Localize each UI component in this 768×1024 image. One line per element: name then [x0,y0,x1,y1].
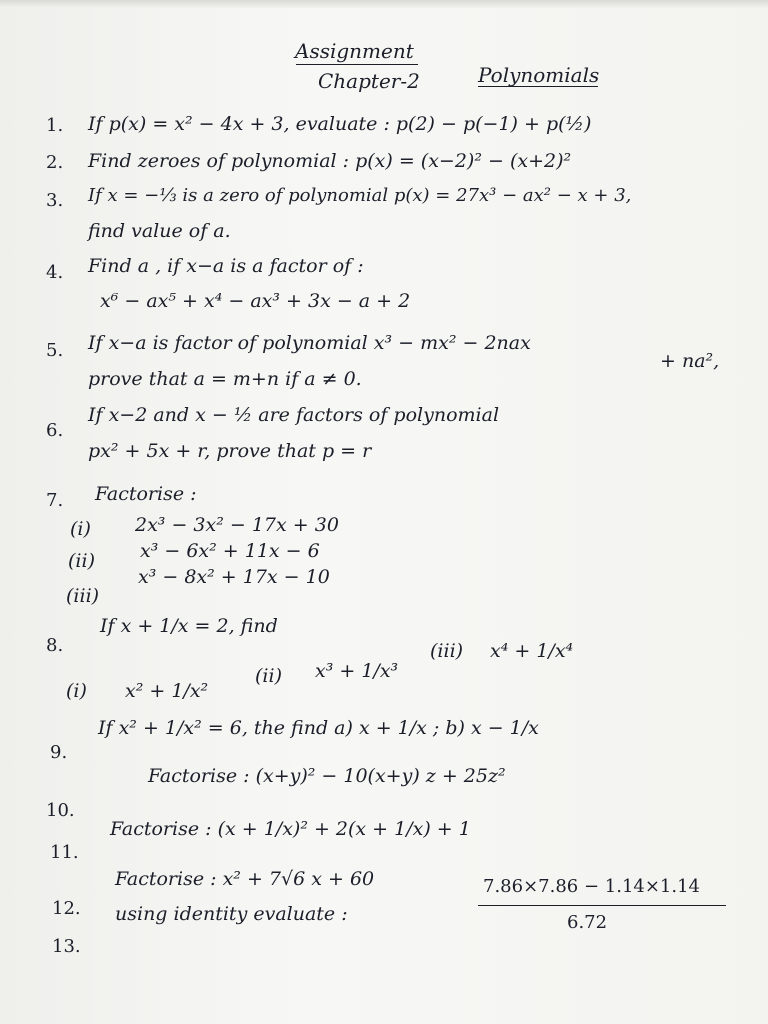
paper-top-edge [0,0,768,8]
question-7-part-i-text: 2x³ − 3x² − 17x + 30 [135,514,339,536]
question-1-text: If p(x) = x² − 4x + 3, evaluate : p(2) − p(−1) + p(½) [88,113,592,135]
question-6-continuation: px² + 5x + r, prove that p = r [88,440,372,462]
question-7-part-ii-label: (ii) [68,550,95,572]
question-7-number: 7. [46,490,64,511]
question-10-text: Factorise : (x+y)² − 10(x+y) z + 25z² [148,765,506,787]
chapter-label: Chapter-2 [318,69,420,93]
question-13-text: using identity evaluate : [115,903,348,925]
question-5-continuation: prove that a = m+n if a ≠ 0. [88,368,362,390]
question-7-part-ii-text: x³ − 6x² + 11x − 6 [140,540,320,562]
question-8-part-ii-text: x³ + 1/x³ [315,660,399,682]
question-8-part-iii-text: x⁴ + 1/x⁴ [490,640,574,662]
question-4-text: Find a , if x−a is a factor of : [88,255,364,277]
question-11-number: 11. [50,842,79,863]
question-6-number: 6. [46,420,64,441]
question-6-text: If x−2 and x − ½ are factors of polynomial [88,404,500,426]
question-7-part-i-label: (i) [70,518,91,540]
question-2-text: Find zeroes of polynomial : p(x) = (x−2)² − (x+2)² [88,150,572,172]
subject-label: Polynomials [478,63,600,87]
question-5-number: 5. [46,340,64,361]
question-11-text: Factorise : (x + 1/x)² + 2(x + 1/x) + 1 [110,818,471,840]
question-8-part-ii-label: (ii) [255,665,282,687]
question-4-continuation: x⁶ − ax⁵ + x⁴ − ax³ + 3x − a + 2 [100,290,411,312]
question-8-number: 8. [46,635,64,656]
question-9-text: If x² + 1/x² = 6, the find a) x + 1/x ; b) x − 1/x [98,717,539,739]
question-4-number: 4. [46,262,64,283]
question-7-text: Factorise : [95,483,197,505]
question-13-numerator: 7.86×7.86 − 1.14×1.14 [483,876,701,897]
question-7-part-iii-label: (iii) [66,585,100,607]
question-12-text: Factorise : x² + 7√6 x + 60 [115,868,375,890]
title-underline [296,64,418,65]
question-5-text: If x−a is factor of polynomial x³ − mx² − 2nax [88,332,531,354]
question-8-part-i-label: (i) [66,680,87,702]
question-7-part-iii-text: x³ − 8x² + 17x − 10 [138,566,330,588]
question-9-number: 9. [50,742,68,763]
question-8-part-i-text: x² + 1/x² [125,680,209,702]
question-2-number: 2. [46,152,64,173]
question-3-continuation: find value of a. [88,220,231,242]
subject-underline [478,86,598,87]
question-13-fraction-bar [478,905,726,906]
question-5-continuation-right: + na², [660,350,720,372]
question-13-denominator: 6.72 [567,912,608,933]
question-3-number: 3. [46,190,64,211]
question-12-number: 12. [52,898,81,919]
question-3-text: If x = −⅓ is a zero of polynomial p(x) = 27x³ − ax² − x + 3, [88,185,632,206]
question-8-part-iii-label: (iii) [430,640,464,662]
question-10-number: 10. [46,800,75,821]
question-8-text: If x + 1/x = 2, find [100,615,278,637]
question-13-number: 13. [52,936,81,957]
question-1-number: 1. [46,115,64,136]
assignment-title: Assignment [295,39,414,63]
